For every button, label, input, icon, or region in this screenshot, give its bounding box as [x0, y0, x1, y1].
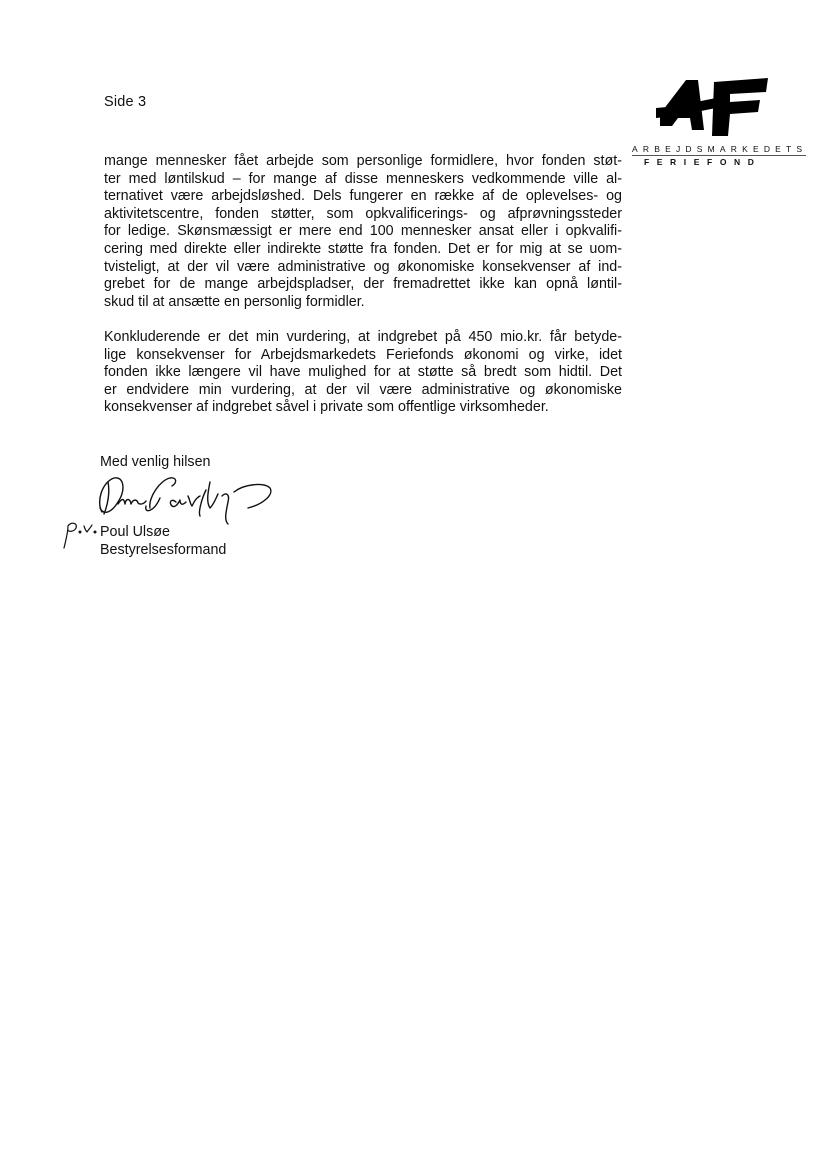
- signer-name: Poul Ulsøe: [100, 524, 170, 540]
- pv-handwritten-note-icon: [56, 520, 100, 550]
- logo-text-line1: ARBEJDSMARKEDETS: [632, 144, 808, 154]
- text-line: lige konsekvenser for Arbejdsmarkedets Feriefonds økonomi og virke, idet: [104, 346, 622, 363]
- handwritten-signature-icon: [88, 468, 288, 530]
- text-line: er endvidere min vurdering, at der vil være administrative og økonomiske: [104, 381, 622, 398]
- text-line: konsekvenser af indgrebet såvel i private som offentlige virksomheder.: [104, 399, 549, 416]
- paragraph: [104, 329, 622, 417]
- text-line: grebet for de mange arbejdspladser, der fremadrettet ikke kan opnå løntil-: [104, 276, 622, 293]
- text-line: mange mennesker fået arbejde som personlige formidlere, hvor fonden støt-: [104, 153, 622, 169]
- text-line: ter med løntilskud – for mange af disse menneskers vedkommende ville al-: [104, 170, 622, 187]
- arbejdsmarkedets-feriefond-logo: [628, 70, 806, 170]
- closing-greeting: Med venlig hilsen: [100, 454, 211, 470]
- page-number: Side 3: [104, 94, 147, 110]
- af-logo-mark-icon: [656, 74, 770, 138]
- text-line: tvisteligt, at der vil være administrative og økonomiske konsekvenser af ind-: [104, 258, 622, 275]
- text-line: skud til at ansætte en personlig formidler.: [104, 293, 365, 310]
- logo-text-line2: FERIEFOND: [644, 157, 762, 167]
- letter-body: [104, 153, 622, 435]
- paragraph: [104, 153, 622, 311]
- text-line: cering med direkte eller indirekte støtte fra fonden. Det er for mig at se uom-: [104, 240, 622, 257]
- text-line: Konkluderende er det min vurdering, at indgrebet på 450 mio.kr. får betyde-: [104, 328, 622, 345]
- text-line: fonden ikke længere vil have mulighed for at støtte så bredt som hidtil. Det: [104, 364, 622, 381]
- signer-title: Bestyrelsesformand: [100, 542, 227, 558]
- signer-block: [100, 523, 226, 559]
- text-line: for ledige. Skønsmæssigt er mere end 100 mennesker ansat eller i opkvalifi-: [104, 223, 622, 240]
- text-line: ternativet være arbejdsløshed. Dels fungerer en række af de oplevelses- og: [104, 188, 622, 205]
- text-line: aktivitetscentre, fonden støtter, som opkvalificerings- og afprøvningssteder: [104, 205, 622, 222]
